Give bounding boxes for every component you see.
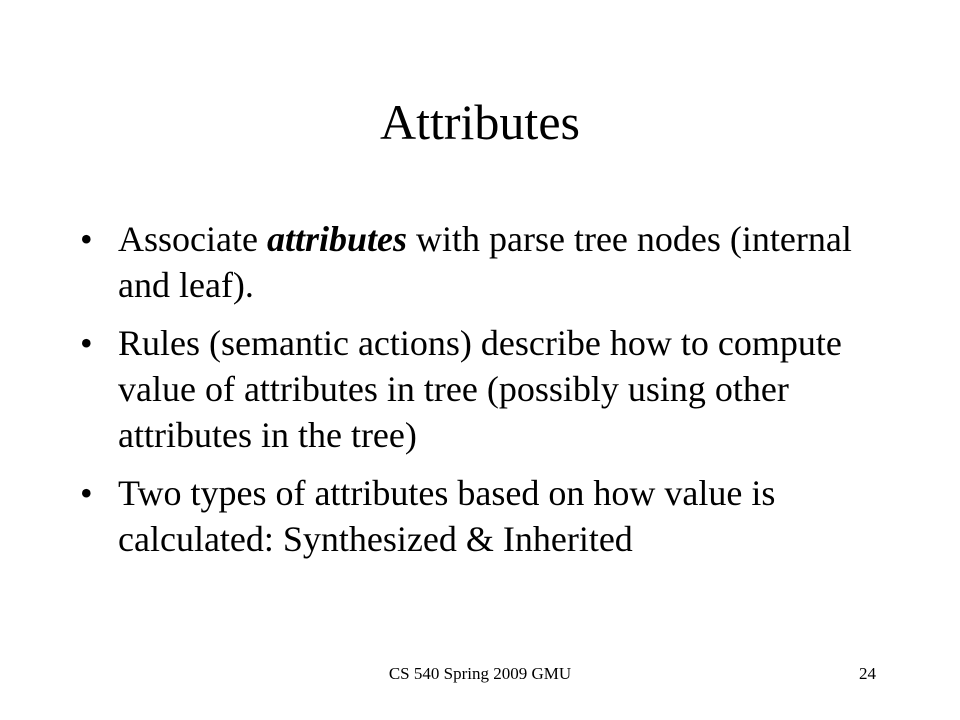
bullet-marker: • [80,323,93,363]
bullet-text-end: with parse tree nodes (internal and leaf). [118,219,852,305]
emphasized-term: attributes [266,219,407,259]
bullet-text: Rules (semantic actions) describe how to compute value of attributes in tree (possibly using other attributes in the tree) [118,323,842,455]
bullet-text: Two types of attributes based on how value is calculated: Synthesized & Inherited [118,473,776,559]
slide-title: Attributes [380,94,580,150]
bullet-marker: • [80,473,93,513]
bullet-item [80,470,880,562]
bullet-marker: • [80,219,93,259]
bullet-item [80,320,880,458]
bullet-text-start: Associate [118,219,267,259]
bullet-item [80,216,880,308]
slide-number: 24 [859,664,876,683]
slide-footer: CS 540 Spring 2009 GMU [388,664,572,683]
bullet-list [80,216,880,574]
